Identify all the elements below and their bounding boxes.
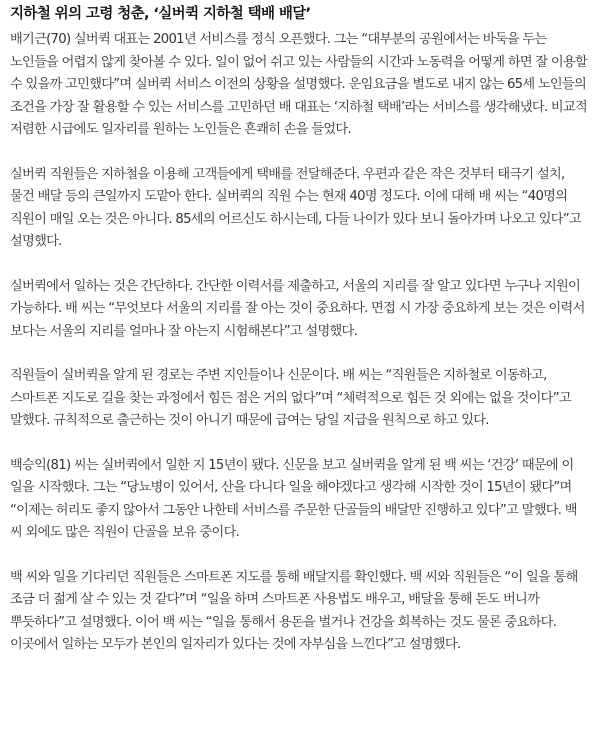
article-headline: 지하철 위의 고령 청춘, ‘실버퀵 지하철 택배 배달’ (10, 6, 311, 22)
article-paragraph-5: 백승익(81) 씨는 실버퀵에서 일한 지 15년이 됐다. 신문을 보고 실버퀵을 알게 된 백 씨는 ‘건강’ 때문에 이 일을 시작했다. 그는 “당뇨병이 있어서, 산을 다니다 일을 해야겠다고 생각해 시작한 것이 15년이 됐다”며 “이제는 허리도 좋지 않아서 그동안 나한테 서비스를 주문한 단골들의 배달만 진행하고 있다”고 말했다. 백 씨 외에도 많은 직원이 단골을 보유 중이다. (10, 457, 577, 540)
article-paragraph-3: 실버퀵에서 일하는 것은 간단하다. 간단한 이력서를 제출하고, 서울의 지리를 잘 알고 있다면 누구나 지원이 가능하다. 배 씨는 “무엇보다 서울의 지리를 잘 아는 것이 중요하다. 면접 시 가장 중요하게 보는 것은 이력서 보다는 서울의 지리를 얼마나 잘 아는지 시험해본다”고 설명했다. (10, 278, 585, 339)
article-paragraph-2: 실버퀵 직원들은 지하철을 이용해 고객들에게 택배를 전달해준다. 우편과 같은 작은 것부터 태극기 설치, 물건 배달 등의 큰일까지 도맡아 한다. 실버퀵의 직원 수는 현재 40명 정도다. 이에 대해 배 씨는 “40명의 직원이 매일 오는 것은 아니다. 85세의 어르신도 하시는데, 다들 나이가 있다 보니 돌아가며 나오고 있다”고 설명했다. (10, 166, 581, 249)
article-paragraph-4: 직원들이 실버퀵을 알게 된 경로는 주변 지인들이나 신문이다. 배 씨는 “직원들은 지하철로 이동하고, 스마트폰 지도로 길을 찾는 과정에서 힘든 점은 거의 없다”며 “체력적으로 힘든 것 외에는 없을 것이다”고 말했다. 규칙적으로 출근하는 것이 아니기 때문에 급여는 당일 지급을 원칙으로 하고 있다. (10, 368, 571, 428)
article-paragraph-1: 배기근(70) 실버퀵 대표는 2001년 서비스를 정식 오픈했다. 그는 “대부분의 공원에서는 바둑을 두는 노인들을 어렵지 않게 찾아볼 수 있다. 일이 없어 쉬고 있는 사람들의 시간과 노동력을 어떻게 하면 잘 이용할 수 있을까 고민했다”며 실버퀵 서비스 이전의 상황을 설명했다. 운임요금을 별도로 내지 않는 65세 노인들의 조건을 가장 잘 활용할 수 있는 서비스를 고민하던 배 대표는 ‘지하철 택배’라는 서비스를 생각해냈다. 비교적 저렴한 시급에도 일자리를 원하는 노인들은 흔쾌히 손을 들었다. (10, 32, 588, 137)
article-paragraph-6: 백 씨와 일을 기다리던 직원들은 스마트폰 지도를 통해 배달지를 확인했다. 백 씨와 직원들은 “이 일을 통해 조금 더 젊게 살 수 있는 것 같다”며 “일을 하며 스마트폰 사용법도 배우고, 배달을 통해 돈도 버니까 뿌듯하다”고 설명했다. 이어 백 씨는 “일을 통해서 용돈을 벌거나 건강을 회복하는 것도 물론 중요하다. 이곳에서 일하는 모두가 본인의 일자리가 있다는 것에 자부심을 느낀다”고 설명했다. (10, 569, 578, 652)
